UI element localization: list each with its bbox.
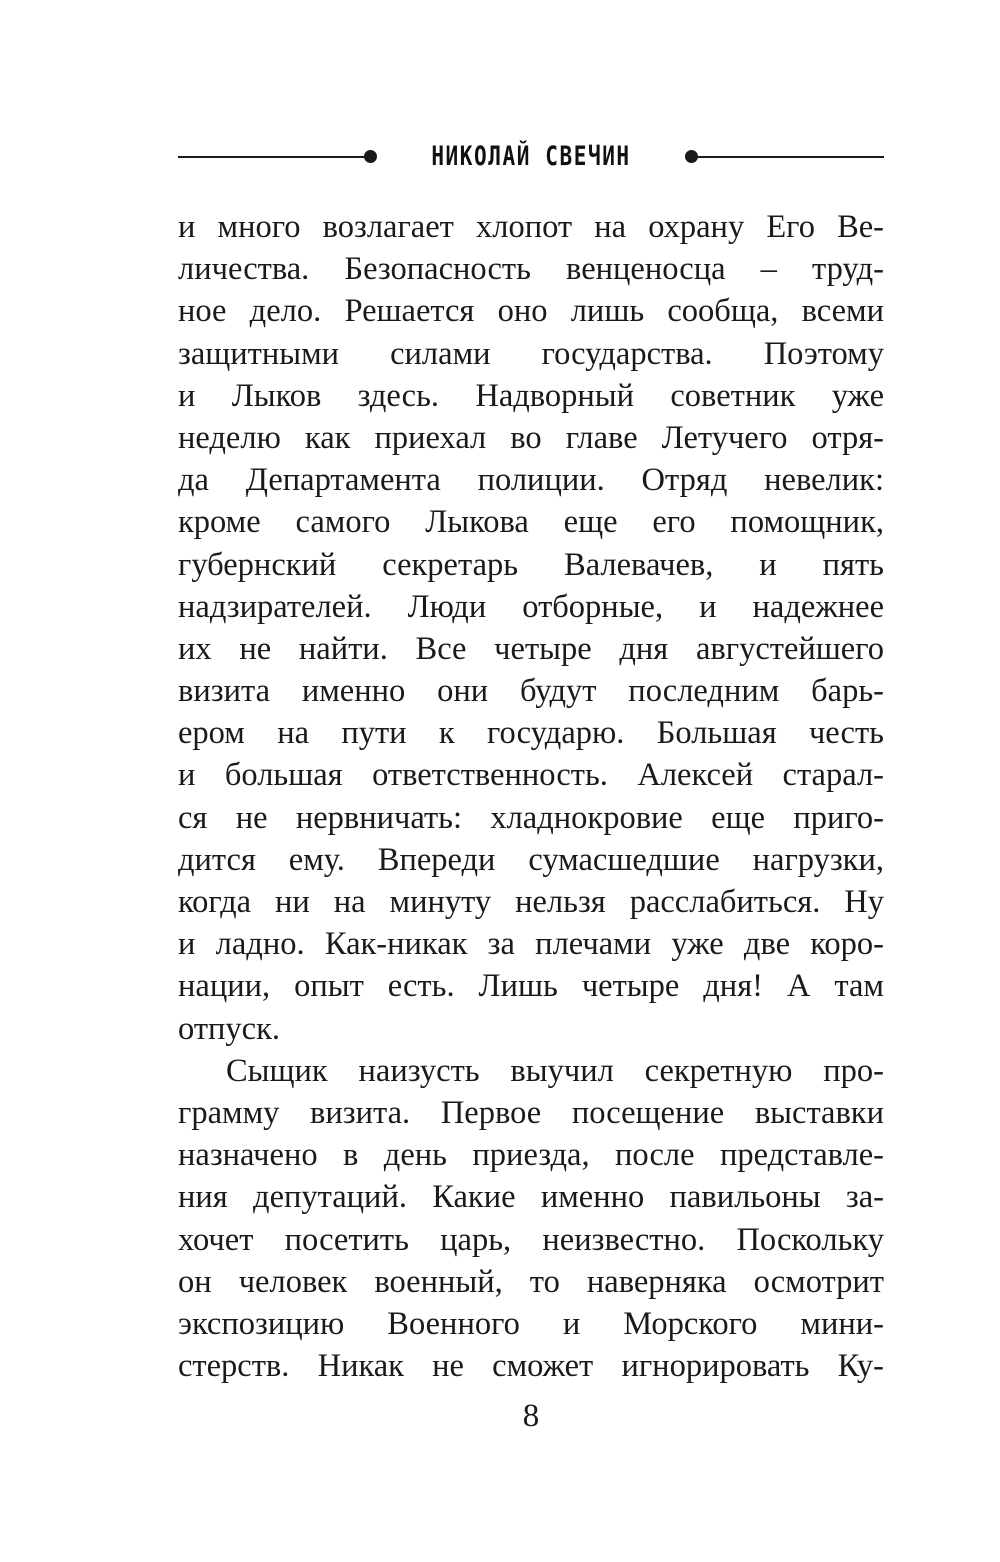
text-line: и Лыков здесь. Надворный советник уже — [178, 377, 884, 414]
text-line: их не найти. Все четыре дня августейшего — [178, 630, 884, 667]
running-header — [178, 140, 884, 174]
text-line: ния депутаций. Какие именно павильоны за- — [178, 1179, 884, 1216]
text-line: ное дело. Решается оно лишь сообща, всеми — [178, 293, 884, 330]
body-text — [178, 206, 884, 1387]
text-line: надзирателей. Люди отборные, и надежнее — [178, 588, 884, 625]
text-line: неделю как приехал во главе Летучего отря- — [178, 419, 884, 456]
text-line: нации, опыт есть. Лишь четыре дня! А там — [178, 968, 884, 1005]
page-number: 8 — [522, 1398, 540, 1434]
text-line: и ладно. Как-никак за плечами уже две коро- — [178, 926, 884, 963]
text-line-paragraph-start: Сыщик наизусть выучил секретную про- — [226, 1052, 884, 1089]
text-line: назначено в день приезда, после представле- — [178, 1137, 884, 1174]
text-line: и много возлагает хлопот на охрану Его Ве- — [178, 209, 884, 245]
text-line: да Департамента полиции. Отряд невелик: — [178, 462, 884, 499]
text-line: губернский секретарь Валевачев, и пять — [178, 546, 884, 583]
text-line: личества. Безопасность венценосца – труд- — [178, 251, 884, 288]
running-title-author: НИКОЛАЙ СВЕЧИН — [431, 141, 631, 172]
header-rule-right — [694, 156, 884, 158]
text-line: визита именно они будут последним барь- — [178, 673, 884, 710]
text-line: кроме самого Лыкова еще его помощник, — [178, 504, 884, 541]
text-line: дится ему. Впереди сумасшедшие нагрузки, — [178, 841, 884, 878]
text-line: ся не нервничать: хладнокровие еще приго- — [178, 799, 884, 836]
text-line: грамму визита. Первое посещение выставки — [178, 1094, 884, 1131]
text-line: ером на пути к государю. Большая честь — [178, 715, 884, 752]
text-line: защитными силами государства. Поэтому — [178, 335, 884, 372]
text-line: отпуск. — [178, 1010, 281, 1047]
text-line: когда ни на минуту нельзя расслабиться. Ну — [178, 884, 884, 920]
text-line: экспозицию Военного и Морского мини- — [178, 1305, 884, 1342]
text-line: хочет посетить царь, неизвестно. Поскольку — [178, 1221, 884, 1258]
text-line: и большая ответственность. Алексей старал- — [178, 757, 884, 794]
text-line: он человек военный, то наверняка осмотрит — [178, 1263, 884, 1300]
text-line: стерств. Никак не сможет игнорировать Ку- — [178, 1348, 884, 1385]
